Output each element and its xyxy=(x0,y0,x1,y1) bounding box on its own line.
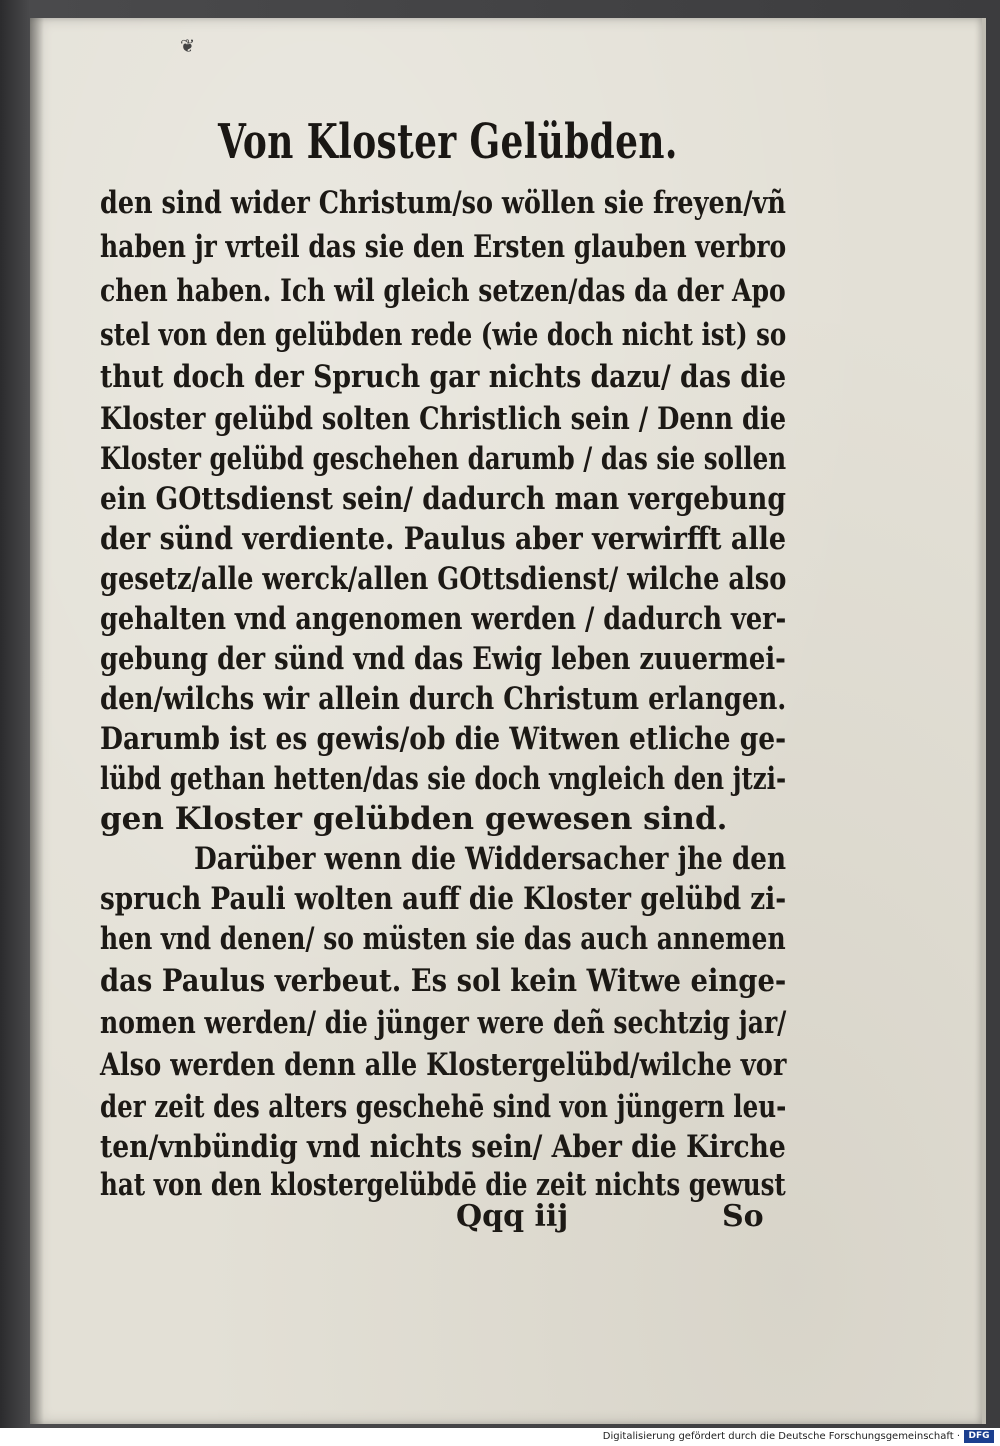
text-line: den sind wider Christum/so wöllen sie freyen/vñ xyxy=(100,185,786,221)
text-line: gesetz/alle werck/allen GOttsdienst/ wilche also xyxy=(100,561,787,597)
text-line: Darumb ist es gewis/ob die Witwen etliche ge- xyxy=(100,721,787,757)
text-line: Kloster gelübd geschehen darumb / das sie sollen xyxy=(100,441,787,477)
text-line: ein GOttsdienst sein/ dadurch man vergebung xyxy=(100,481,786,517)
text-line: ten/vnbündig vnd nichts sein/ Aber die Kirche xyxy=(100,1129,786,1165)
page-spine-shadow xyxy=(30,18,44,1424)
dfg-logo: DFG xyxy=(964,1430,994,1443)
catchword: So xyxy=(722,1199,764,1234)
text-line: stel von den gelübden rede (wie doch nicht ist) so xyxy=(100,317,787,353)
text-line: spruch Pauli wolten auff die Kloster gelübd zi- xyxy=(100,881,787,917)
text-line: thut doch der Spruch gar nichts dazu/ das die xyxy=(100,359,787,395)
text-line: Kloster gelübd solten Christlich sein / Denn die xyxy=(100,401,787,437)
signature-mark: Qqq iij xyxy=(456,1199,569,1234)
text-line: der zeit des alters geschehē sind von jüngern leu- xyxy=(100,1089,787,1125)
text-line: hat von den klostergelübdē die zeit nichts gewust xyxy=(100,1167,786,1203)
text-line: das Paulus verbeut. Es sol kein Witwe einge- xyxy=(100,963,787,999)
text-line: chen haben. Ich wil gleich setzen/das da der Apo xyxy=(100,273,786,309)
text-line: den/wilchs wir allein durch Christum erlangen. xyxy=(100,681,787,717)
text-line: haben jr vrteil das sie den Ersten glauben verbro xyxy=(100,229,787,265)
text-line: lübd gethan hetten/das sie doch vngleich den jtzi- xyxy=(100,761,787,797)
page-ornament: ❦ xyxy=(180,36,197,57)
page-heading: Von Kloster Gelübden. xyxy=(218,114,678,170)
text-line: gebung der sünd vnd das Ewig leben zuuermei- xyxy=(100,641,786,677)
text-line: nomen werden/ die jünger were deñ sechtzig jar/ xyxy=(100,1005,787,1041)
digitization-footer xyxy=(0,1428,1000,1446)
text-line: gehalten vnd angenomen werden / dadurch ver- xyxy=(100,601,787,637)
text-line: hen vnd denen/ so müsten sie das auch annemen xyxy=(100,921,786,957)
text-line: Darüber wenn die Widdersacher jhe den xyxy=(194,841,787,877)
text-line: der sünd verdiente. Paulus aber verwirfft alle xyxy=(100,521,787,557)
text-line: gen Kloster gelübden gewesen sind. xyxy=(100,801,728,837)
text-line: Also werden denn alle Klostergelübd/wilche vor xyxy=(100,1047,787,1083)
funding-credit: Digitalisierung gefördert durch die Deutsche Forschungsgemeinschaft · xyxy=(602,1431,960,1442)
